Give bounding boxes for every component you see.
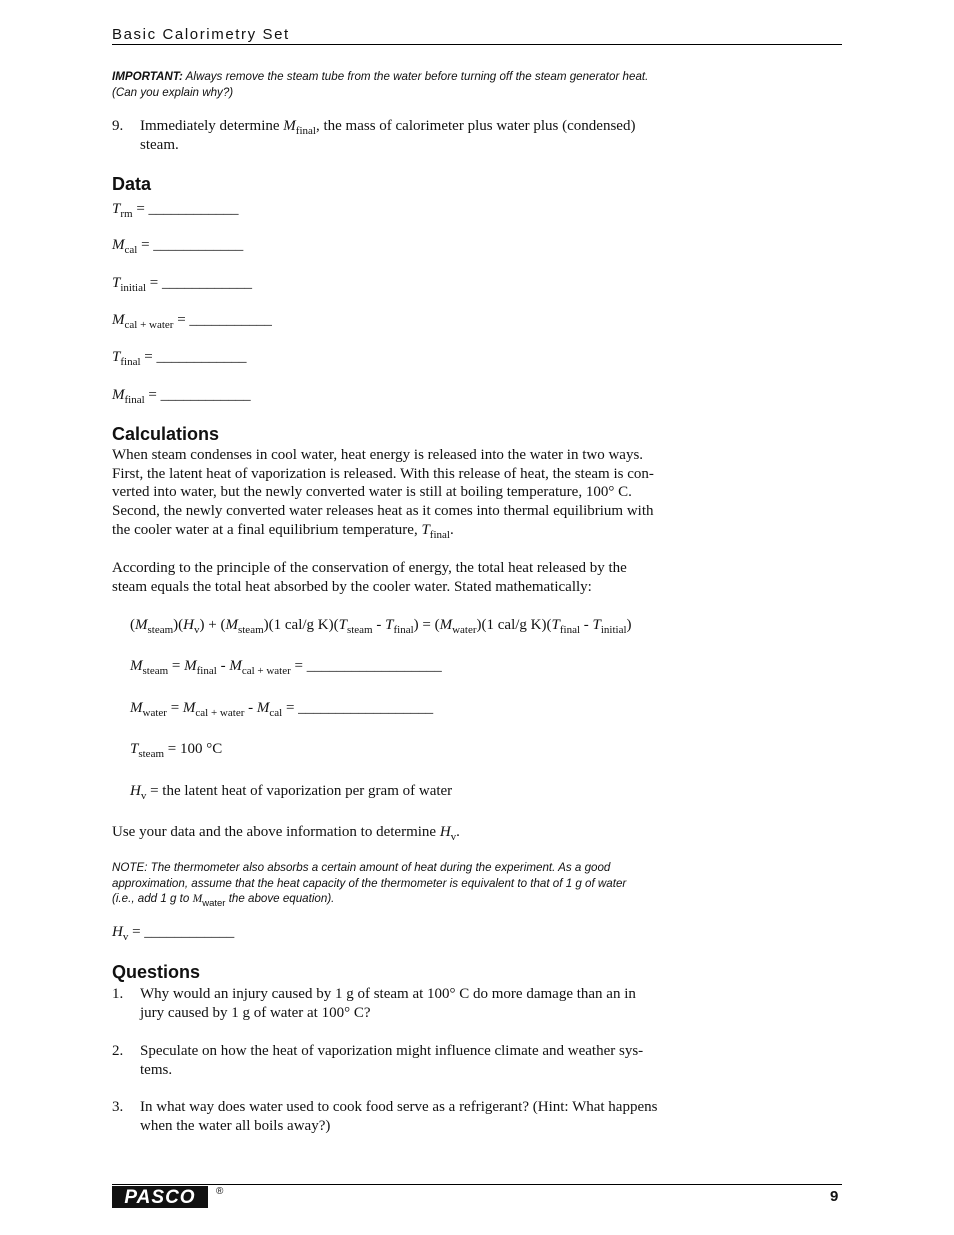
equation-energy-balance <box>130 616 632 635</box>
q-line: jury caused by 1 g of water at 100° C? <box>140 1005 371 1021</box>
eq-sub: steam <box>138 748 165 760</box>
eq-var: M <box>135 617 148 633</box>
q-line: Why would an injury caused by 1 g of steam at 100° C do more damage than an in <box>140 986 636 1002</box>
eq-sub: cal <box>269 707 283 719</box>
eq-sub: steam <box>142 665 169 677</box>
question-3-number: 3. <box>112 1099 124 1115</box>
eq-sub: steam <box>237 624 264 636</box>
q-line: when the water all boils away?) <box>140 1118 331 1134</box>
blank: = ____________ <box>128 924 235 940</box>
step-9-post: , the mass of calorimeter plus water plus (condensed) <box>315 118 636 134</box>
equation-hv-definition <box>130 782 452 801</box>
eq-part: - <box>372 617 386 633</box>
eq-blank: = __________________ <box>290 658 442 674</box>
note-sub: water <box>202 898 226 909</box>
q-line: Speculate on how the heat of vaporization might influence climate and weather sys- <box>140 1043 644 1059</box>
header-rule <box>112 44 842 45</box>
eq-var: M <box>130 658 143 674</box>
eq-var: T <box>551 617 560 633</box>
para-line: steam equals the total heat absorbed by the cooler water. Stated mathematically: <box>112 578 592 595</box>
sub: rm <box>120 208 133 220</box>
eq-part: = the latent heat of vaporization per gram of water <box>146 783 453 799</box>
eq-part: = <box>166 700 183 716</box>
eq-sub: v <box>140 790 147 802</box>
eq-sub: steam <box>147 624 174 636</box>
para-line: Second, the newly converted water releases heat as it comes into thermal equilibrium with <box>112 503 654 520</box>
eq-part: = 100 °C <box>164 741 223 757</box>
q-line: In what way does water used to cook food serve as a refrigerant? (Hint: What happens <box>140 1099 658 1115</box>
step-9-line2: steam. <box>140 137 179 153</box>
eq-var: M <box>225 617 238 633</box>
eq-sub: final <box>559 624 581 636</box>
sub: cal <box>124 244 138 256</box>
eq-sub: v <box>194 624 200 636</box>
sub: v <box>450 831 457 843</box>
thermometer-note <box>112 860 672 907</box>
page-number: 9 <box>830 1188 839 1205</box>
equation-m-steam <box>130 657 442 676</box>
blank: = ____________ <box>137 237 244 253</box>
calculations-paragraph-1 <box>112 446 677 540</box>
data-item-t-final <box>112 348 246 367</box>
eq-sub: steam <box>346 624 373 636</box>
data-item-m-cal <box>112 236 243 255</box>
step-9-pre: Immediately determine <box>140 118 284 134</box>
eq-var: M <box>256 700 270 716</box>
eq-part: - <box>580 617 593 633</box>
question-1-number: 1. <box>112 986 124 1002</box>
eq-part: - <box>216 658 230 674</box>
para-line: According to the principle of the conservation of energy, the total heat released by the <box>112 560 627 576</box>
eq-sub: final <box>393 624 414 636</box>
calculations-paragraph-2 <box>112 559 677 596</box>
note-line: the above equation). <box>225 892 335 905</box>
note-line: NOTE: The thermometer also absorbs a certain amount of heat during the experiment. As a good <box>112 861 611 874</box>
data-item-m-cal-water <box>112 311 272 330</box>
eq-var: H <box>130 783 141 799</box>
eq-part: - <box>244 700 257 716</box>
eq-var: M <box>184 658 197 674</box>
eq-var: M <box>130 700 143 716</box>
blank: = ____________ <box>144 387 251 403</box>
logo-text: PASCO <box>124 1187 196 1208</box>
para-line: First, the latent heat of vaporization is released. With this release of heat, the steam is con- <box>112 465 654 482</box>
eq-part: ) = ( <box>413 617 440 633</box>
eq-part: ) <box>626 617 632 633</box>
var: M <box>112 312 125 328</box>
text: Use your data and the above information to determine <box>112 824 440 840</box>
blank: = ____________ <box>146 275 252 291</box>
determine-hv-instruction <box>112 823 460 842</box>
eq-var: T <box>130 741 139 757</box>
sub: final <box>120 356 141 368</box>
q-line: tems. <box>140 1062 173 1078</box>
eq-var: T <box>338 617 347 633</box>
eq-var: M <box>229 658 242 674</box>
hv-answer-line <box>112 923 234 942</box>
sub: cal + water <box>124 319 174 331</box>
data-item-t-initial <box>112 274 252 293</box>
text: . <box>456 824 460 840</box>
question-1-text <box>140 985 700 1023</box>
note-line: approximation, assume that the heat capacity of the thermometer is equivalent to that of 1 g of water <box>112 876 627 890</box>
para-line: the cooler water at a final equilibrium temperature, <box>112 521 422 538</box>
eq-var: M <box>439 617 453 633</box>
data-item-m-final <box>112 386 251 405</box>
question-2-number: 2. <box>112 1043 124 1059</box>
eq-sub: water <box>452 624 477 636</box>
var: M <box>112 237 125 253</box>
pasco-logo <box>112 1186 208 1208</box>
eq-blank: = __________________ <box>282 700 434 716</box>
eq-part: )(1 cal/g K)( <box>263 617 339 633</box>
step-9-number: 9. <box>112 118 124 134</box>
question-3-text <box>140 1098 700 1136</box>
eq-part: ( <box>130 617 135 633</box>
eq-var: H <box>183 617 195 633</box>
eq-part: = <box>168 658 185 674</box>
note-var: M <box>192 892 203 905</box>
blank: = ___________ <box>173 312 272 328</box>
important-label: IMPORTANT: <box>112 70 183 83</box>
sub: initial <box>120 282 147 294</box>
step-9-var: M <box>283 118 296 134</box>
blank: = ____________ <box>140 349 247 365</box>
sub: final <box>124 394 145 406</box>
sub: final <box>429 528 450 541</box>
note-line: (i.e., add 1 g to <box>112 892 193 905</box>
para-line: verted into water, but the newly converted water is still at boiling temperature, 100° C. <box>112 484 632 501</box>
sub: v <box>122 931 129 943</box>
important-note <box>112 69 672 101</box>
running-header: Basic Calorimetry Set <box>112 26 290 43</box>
equation-m-water <box>130 699 433 718</box>
var: T <box>112 349 121 365</box>
eq-sub: initial <box>600 624 627 636</box>
data-item-t-rm <box>112 200 239 219</box>
para-line: When steam condenses in cool water, heat energy is released into the water in two ways. <box>112 447 644 463</box>
calculations-heading: Calculations <box>112 424 220 444</box>
eq-part: )( <box>173 617 184 633</box>
para-end: . <box>449 521 454 538</box>
eq-sub: water <box>142 707 167 719</box>
var: T <box>421 521 430 538</box>
var: H <box>439 824 451 840</box>
blank: = ____________ <box>132 201 239 217</box>
important-text: Always remove the steam tube from the water before turning off the steam generator heat. (Can you explain why?) <box>112 70 649 99</box>
var: M <box>112 387 125 403</box>
eq-sub: cal + water <box>241 665 291 677</box>
registered-mark: ® <box>216 1186 224 1197</box>
eq-part: )(1 cal/g K)( <box>476 617 552 633</box>
var: H <box>112 924 123 940</box>
eq-var: M <box>182 700 196 716</box>
step-9-sub: final <box>295 125 316 137</box>
var: T <box>112 275 121 291</box>
var: T <box>112 201 121 217</box>
eq-var: T <box>385 617 394 633</box>
questions-heading: Questions <box>112 962 201 982</box>
eq-sub: final <box>196 665 217 677</box>
eq-var: T <box>592 617 601 633</box>
data-heading: Data <box>112 174 152 194</box>
equation-t-steam <box>130 740 222 759</box>
eq-sub: cal + water <box>195 707 245 719</box>
footer-rule <box>112 1184 842 1185</box>
step-9-text <box>140 117 700 155</box>
question-2-text <box>140 1042 700 1080</box>
eq-part: ) + ( <box>199 617 226 633</box>
